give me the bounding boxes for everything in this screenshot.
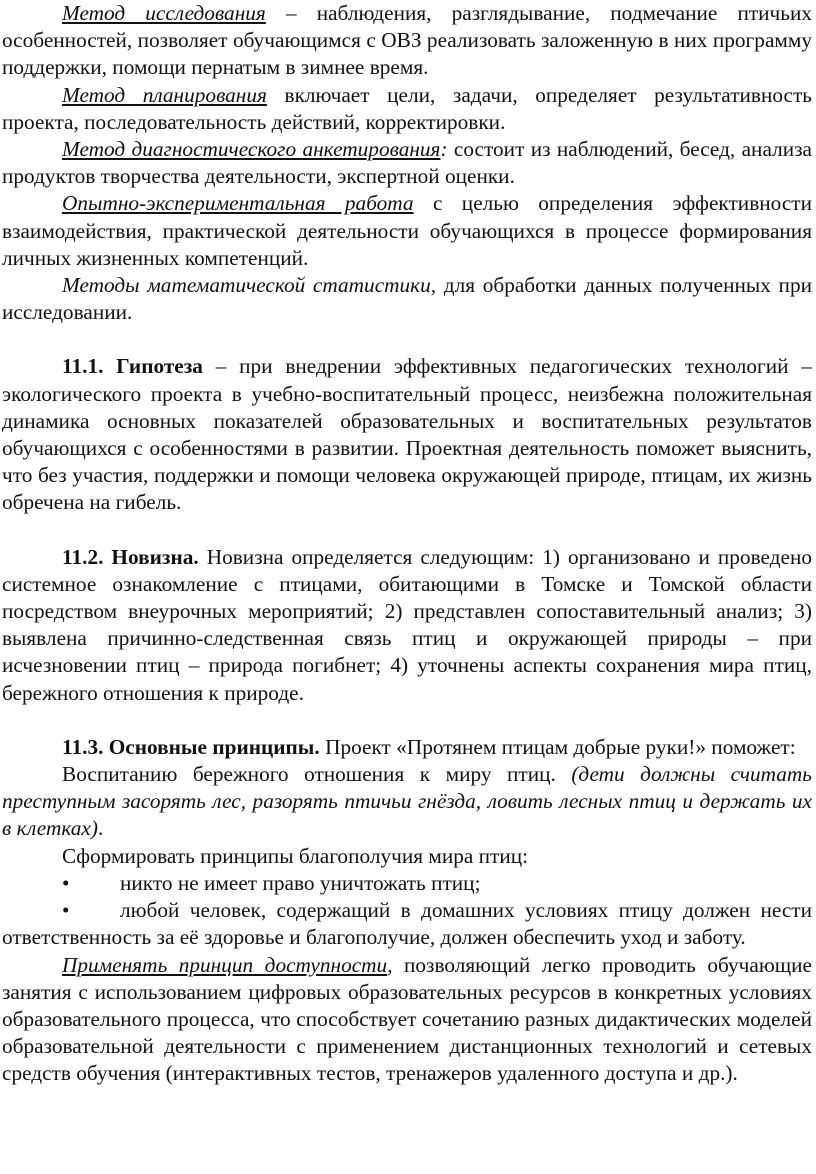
section-gap — [2, 707, 812, 734]
text-planning-method: включает цели, задачи, определяет результативность проекта, последовательность действий, корректировки. — [2, 82, 812, 134]
text-care: Воспитанию бережного отношения к миру птиц. — [62, 762, 572, 787]
text-hypothesis: – при внедрении эффективных педагогических технологий – экологического проекта в учебно-воспитательный процесс, неизбежна положительная динамика основных показателей образовательных и воспитательных результатов обучающихся с особенностями в развитии. Проектная деятельность поможет выяснить, что без участия, поддержки и помощи человека окружающей природе, птицам, их жизнь обречена на гибель. — [2, 354, 812, 515]
heading-hypothesis: 11.1. Гипотеза — [62, 354, 203, 379]
bullet-icon: • — [62, 898, 70, 923]
text-statistics-methods: для обработки данных полученных при исследовании. — [2, 273, 812, 325]
text-principles: Проект «Протянем птицам добрые руки!» поможет: — [319, 734, 796, 759]
term-survey-method: Метод диагностического анкетирования — [62, 137, 441, 162]
heading-principles: 11.3. Основные принципы. — [62, 734, 320, 759]
heading-novelty: 11.2. Новизна. — [62, 544, 199, 569]
paragraph-care — [2, 761, 812, 843]
text-care-end: . — [97, 816, 104, 841]
section-novelty — [2, 544, 812, 707]
list-item — [2, 897, 812, 951]
paragraph-statistics-methods — [2, 272, 812, 326]
term-planning-method: Метод планирования — [62, 82, 267, 107]
paragraph-welfare-intro — [2, 843, 812, 870]
paragraph-experimental-work — [2, 190, 812, 272]
bullet-icon: • — [62, 870, 70, 895]
paragraph-survey-method — [2, 136, 812, 190]
list-item-text: никто не имеет право уничтожать птиц; — [120, 870, 481, 895]
paragraph-research-method — [2, 0, 812, 82]
term-statistics-methods: Методы математической статистики, — [62, 273, 437, 298]
paragraph-accessibility — [2, 952, 812, 1088]
section-hypothesis — [2, 353, 812, 516]
list-item-text: любой человек, содержащий в домашних условиях птицу должен нести ответственность за её здоровье и благополучие, должен обеспечить уход и заботу. — [2, 898, 812, 950]
text-survey-method: состоит из наблюдений, бесед, анализа продуктов творчества деятельности, экспертной оценки. — [2, 137, 812, 189]
note-care: (дети должны считать преступным засорять лес, разорять птичьи гнёзда, ловить лесных птиц и держать их в клетках) — [2, 762, 812, 841]
list-item — [2, 870, 812, 897]
term-accessibility: Применять принцип доступности — [62, 952, 388, 977]
section-principles — [2, 734, 812, 761]
text-novelty: Новизна определяется следующим: 1) организовано и проведено системное ознакомление с птицами, обитающими в Томске и Томской области посредством внеурочных мероприятий; 2) представлен сопоставительный анализ; 3) выявлена причинно-следственная связь птиц и окружающей природы – при исчезновении птиц – природа погибнет; 4) уточнены аспекты сохранения мира птиц, бережного отношения к природе. — [2, 544, 813, 705]
text-accessibility: , позволяющий легко проводить обучающие занятия с использованием цифровых образовательных ресурсов в конкретных условиях образовательного процесса, что способствует сочетанию разных дидактических моделей образовательной деятельности с применением дистанционных технологий и сетевых средств обучения (интерактивных тестов, тренажеров удаленного доступа и др.). — [2, 952, 812, 1086]
text-research-method: – наблюдения, разглядывание, подмечание птичьих особенностей, позволяет обучающимся с ОВЗ реализовать заложенную в них программу поддержки, помощи пернатым в зимнее время. — [2, 1, 813, 80]
term-experimental-work: Опытно-экспериментальная работа — [62, 191, 414, 216]
text-experimental-work: с целью определения эффективности взаимодействия, практической деятельности обучающихся в процессе формирования личных жизненных компетенций. — [2, 191, 812, 270]
text-welfare-intro: Сформировать принципы благополучия мира птиц: — [62, 843, 529, 868]
paragraph-planning-method — [2, 82, 812, 136]
term-survey-colon: : — [440, 137, 448, 162]
section-gap — [2, 517, 812, 544]
section-gap — [2, 326, 812, 353]
term-research-method: Метод исследования — [62, 1, 266, 25]
